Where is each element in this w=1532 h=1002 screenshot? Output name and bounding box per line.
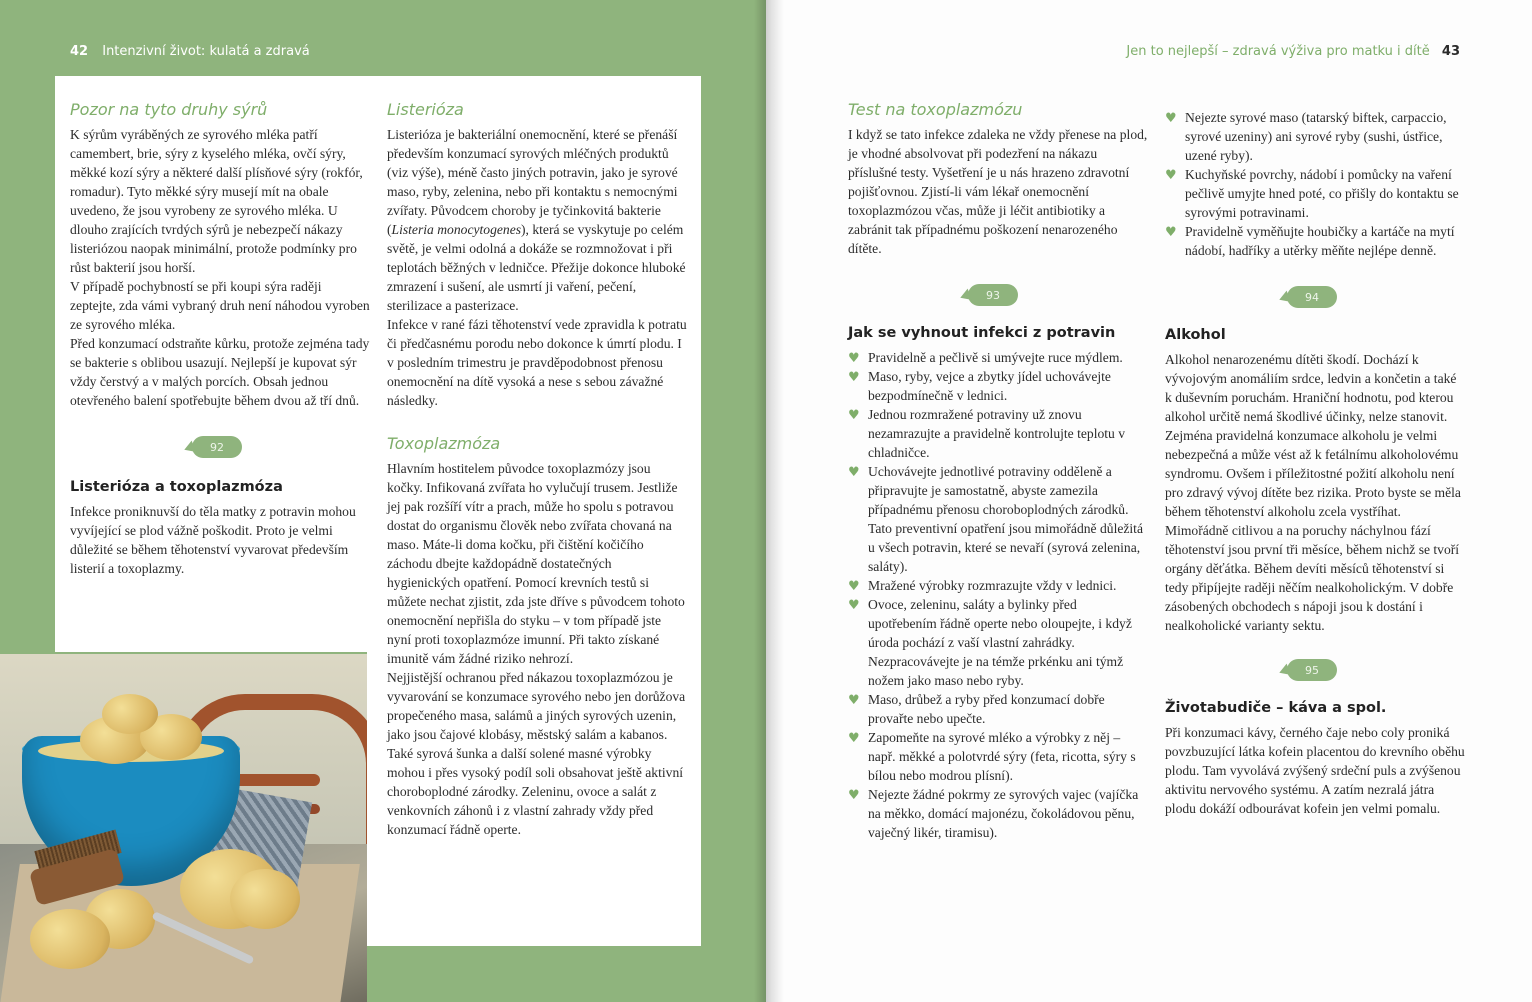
left-column-2 <box>387 100 687 839</box>
speech-bubble-icon <box>968 284 1018 306</box>
chapter-title-left: Intenzivní život: kulatá a zdravá <box>102 44 310 59</box>
heart-icon: ♥ <box>848 351 860 366</box>
potato-bowl-photo <box>0 654 367 1002</box>
heart-icon: ♥ <box>1165 168 1177 183</box>
list-item: ♥ Maso, drůbež a ryby před konzumací dobře provařte nebo upečte. <box>848 692 1105 726</box>
paragraph: Alkohol nenarozenému dítěti škodí. Dochází k vývojovým anomáliím srdce, ledvin a končetin a také k duševním poruchám. Hraniční hodnotu, pod kterou alkohol určitě nemá škodlivé účinky, nelze stanovit. Zejména pravidelná konzumace alkoholu je velmi nebezpečná a může vést až k fetálnímu alkoholovému syndromu. Ovšem i příležitostné požití alkoholu není pro zdravý vývoj dítěte bez rizika. Proto byste se měla během těhotenství alkoholu zcela vystříhat. Mimořádně citlivou a na poruchy náchylnou fází těhotenství jsou první tři měsíce, během nichž se tvoří orgány děťátka. Během devíti měsíců těhotenství si tedy připíjejte raději něčím nealkoholickým. V dobře zásobených obchodech s nápoji jsou k dostání i nealkoholické varianty sektu. <box>1165 352 1461 633</box>
paragraph: Při konzumaci kávy, černého čaje nebo coly proniká povzbuzující látka kofein placentou do krevního oběhu plodu. Tam vyvolává zvýšený srdeční puls a zvýšenou aktivitu nervového systému. A zatím nezralá játra plodu dokáží odbourávat kofein jen velmi pomalu. <box>1165 725 1465 816</box>
paragraph: Infekce proniknuvší do těla matky z potravin mohou vyvíjející se plod vážně poškodit. Proto je velmi důležité se během těhotenství vyvarovat především listerií a toxoplazmy. <box>70 504 356 576</box>
running-head-right <box>1126 44 1460 59</box>
paragraph: K sýrům vyráběných ze syrového mléka patří camembert, brie, sýry z kyselého mléka, ovčí sýry, měkké kozí sýry a některé další plísňové sýry (rokfór, romadur). Tyto měkké sýry musejí mít na obale uvedeno, že jsou vyrobeny ze syrového mléka. U dlouho zrajících tvrdých sýrů je nebezpečí nákazy listeriózou naopak minimální, protože podmínky pro růst bakterií jsou horší. <box>70 127 363 275</box>
paragraph: V případě pochybností se při koupi sýra raději zeptejte, zda vámi vybraný druh není náhodou vyroben ze syrového mléka. <box>70 279 370 332</box>
paragraph: Nejjistější ochranou před nákazou toxoplazmózou je vyvarování se konzumace syrového nebo jen dorůžova propečeného masa, salámů a jiných syrových uzenin, jako jsou čajové klobásy, městský salám a kabanos. Také syrová šunka a další solené masné výrobky mohou i přes vysoký podíl soli obsahovat ještě aktivní choroboplodné zárodky. Zeleninu, ovoce a salát z venkovních záhonů i z vlastní zahrady vždy před konzumací řádně operte. <box>387 670 686 837</box>
book-gutter <box>754 0 784 1002</box>
section-heading: Alkohol <box>1165 327 1226 343</box>
heart-icon: ♥ <box>848 788 860 803</box>
paragraph: Hlavním hostitelem původce toxoplazmózy jsou kočky. Infikovaná zvířata ho vylučují trusem. Jestliže jej pak rozšíří vítr a prach, může ho spolu s potravou dostat do organismu člověk nebo zvířata chovaná na maso. Máte-li doma kočku, při čištění kočičího záchodu dbejte každopádně dostatečných hygienických opatření. Pomocí krevních testů si můžete nechat zjistit, zda jste dříve s původcem tohoto onemocnění nepřišla do styku – v tom případě jste nyní proti toxoplazmóze imunní. Při takto získané imunitě vám žádné riziko nehrozí. <box>387 461 685 666</box>
heart-icon: ♥ <box>848 465 860 480</box>
list-item: ♥ Uchovávejte jednotlivé potraviny odděleně a připravujte je samostatně, abyste zamezila případnému přenosu choroboplodných zárodků. Tato preventivní opatření jsou mimořádně důležitá u všech potravin, které se nevaří (syrová zelenina, saláty). <box>848 464 1143 574</box>
heart-icon: ♥ <box>848 408 860 423</box>
section-heading: Toxoplazmóza <box>387 434 501 453</box>
section-heading: Pozor na tyto druhy sýrů <box>70 100 268 119</box>
bubble-number: 95 <box>1305 663 1319 677</box>
list-item: ♥ Nejezte žádné pokrmy ze syrových vajec (vajíčka na měkko, domácí majonézu, čokoládovou pěnu, vaječný likér, tiramisu). <box>848 787 1139 840</box>
list-item: ♥ Pravidelně vyměňujte houbičky a kartáče na mytí nádobí, hadříky a utěrky měňte nejlépe denně. <box>1165 224 1455 258</box>
paragraph: Listerióza je bakteriální onemocnění, které se přenáší především konzumací syrových mléčných produktů (viz výše), méně často jiných potravin, jako je syrové maso, ryby, zelenina, nebo při kontaktu s nemocnými zvířaty. Původcem choroby je tyčinkovitá bakterie (Listeria monocytogenes), která se vyskytuje po celém světě, je velmi odolná a dokáže se rozmnožovat i při teplotách běžných v ledničce. Přežije dokonce hluboké zmrazení i sušení, ale usmrtí ji vaření, pečení, sterilizace a pasterizace. <box>387 127 686 313</box>
heart-icon: ♥ <box>848 693 860 708</box>
section-heading: Jak se vyhnout infekci z potravin <box>848 325 1116 341</box>
heart-icon: ♥ <box>848 598 860 613</box>
section-heading: Životabudiče – káva a spol. <box>1165 700 1387 716</box>
heart-icon: ♥ <box>848 731 860 746</box>
section-heading: Test na toxoplazmózu <box>848 100 1023 119</box>
bubble-number: 93 <box>986 288 1000 302</box>
page-number-right: 43 <box>1441 44 1460 59</box>
section-heading: Listerióza <box>387 100 464 119</box>
chapter-title-right: Jen to nejlepší – zdravá výživa pro matku i dítě <box>1126 44 1430 59</box>
bubble-number: 92 <box>210 440 224 454</box>
right-column-1 <box>848 100 1148 842</box>
paragraph: Před konzumací odstraňte kůrku, protože zejména tady se bakterie s oblibou usazují. Nejlepší je kupovat sýr vždy čerstvý a v malých porcích. Obsah jednou otevřeného balení spotřebujte během dvou až tří dnů. <box>70 336 370 408</box>
paragraph: Infekce v rané fázi těhotenství vede zpravidla k potratu či předčasnému porodu nebo dokonce k úmrtí plodu. I v posledním trimestru je pravděpodobnost přenosu onemocnění na dítě vysoká a nese s sebou závažné následky. <box>387 317 687 408</box>
list-item: ♥ Kuchyňské povrchy, nádobí i pomůcky na vaření pečlivě umyjte hned poté, co přišly do kontaktu se syrovými potravinami. <box>1165 167 1459 220</box>
section-heading: Listerióza a toxoplazmóza <box>70 479 283 495</box>
italic-term: Listeria monocytogenes <box>391 222 522 237</box>
tips-list-continued <box>1165 108 1465 260</box>
speech-bubble-icon <box>1287 286 1337 308</box>
list-item: ♥ Zapomeňte na syrové mléko a výrobky z něj – např. měkké a polotvrdé sýry (feta, ricotta, sýry s bílou nebo modrou plísní). <box>848 730 1136 783</box>
list-item: ♥ Mražené výrobky rozmrazujte vždy v lednici. <box>848 578 1117 594</box>
list-item: ♥ Maso, ryby, vejce a zbytky jídel uchovávejte bezpodmínečně v lednici. <box>848 369 1111 403</box>
heart-icon: ♥ <box>848 579 860 594</box>
list-item: ♥ Nejezte syrové maso (tatarský biftek, carpaccio, syrové uzeniny) ani syrové ryby (sushi, ústřice, uzené ryby). <box>1165 110 1447 163</box>
list-item: ♥ Ovoce, zeleninu, saláty a bylinky před upotřebením řádně operte nebo oloupejte, i když úroda pochází z vaší vlastní zahrádky. Nezpracovávejte je na témže prkénku ani týmž nožem jako maso nebo ryby. <box>848 597 1132 688</box>
heart-icon: ♥ <box>1165 111 1177 126</box>
speech-bubble-icon <box>1287 659 1337 681</box>
list-item: ♥ Pravidelně a pečlivě si umývejte ruce mýdlem. <box>848 350 1123 366</box>
speech-bubble-icon <box>192 436 242 458</box>
list-item: ♥ Jednou rozmražené potraviny už znovu nezamrazujte a pravidelně kontrolujte teplotu v chladničce. <box>848 407 1126 460</box>
page-number-left: 42 <box>70 44 89 59</box>
left-column-1 <box>70 100 370 578</box>
running-head-left <box>70 44 310 59</box>
bubble-number: 94 <box>1305 290 1319 304</box>
right-column-2 <box>1165 108 1465 818</box>
paragraph: I když se tato infekce zdaleka ne vždy přenese na plod, je vhodné absolvovat při podezření na nákazu příslušné testy. Vyšetření je u nás hrazeno zdravotní pojišťovnou. Zjistí-li vám lékař onemocnění toxoplazmózou včas, může ji léčit antibiotiky a zabránit tak případnému poškození nenarozeného dítěte. <box>848 127 1148 256</box>
heart-icon: ♥ <box>1165 225 1177 240</box>
tips-list <box>848 348 1148 842</box>
heart-icon: ♥ <box>848 370 860 385</box>
